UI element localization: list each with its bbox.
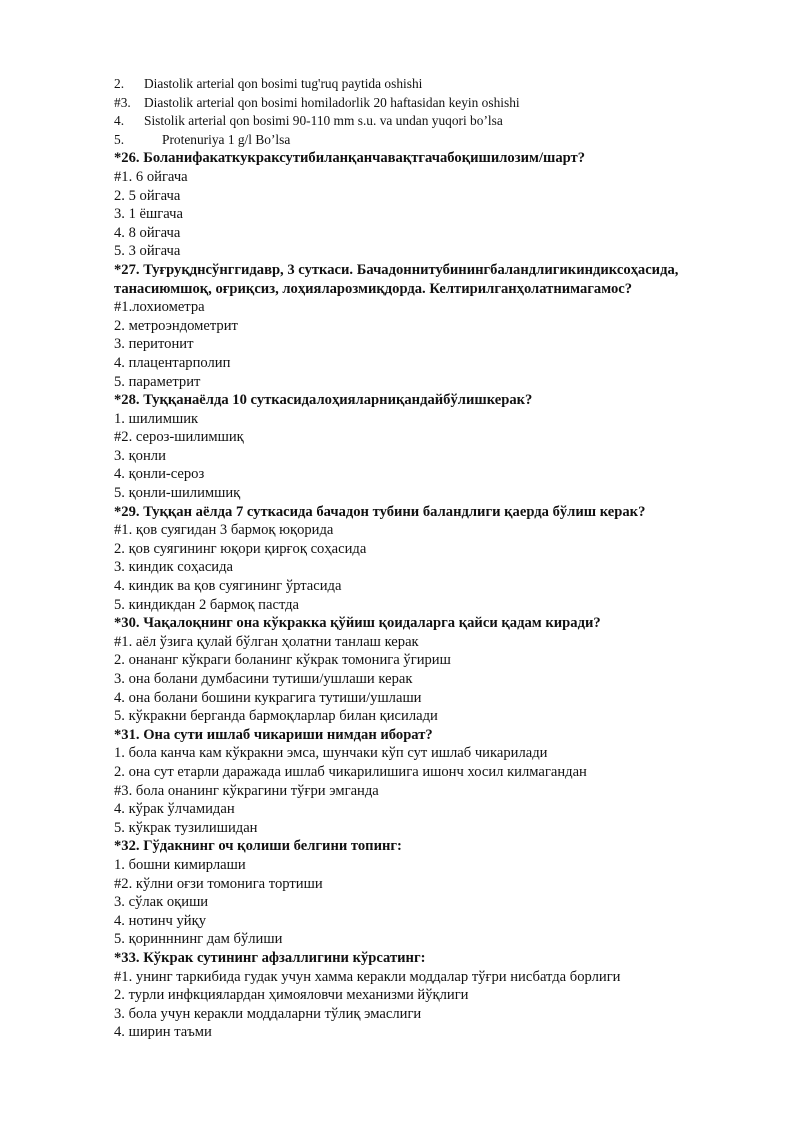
answer-option: 3. 1 ёшгача	[114, 206, 183, 223]
answer-option: 5. қонли-шилимшиқ	[114, 485, 241, 502]
answer-option: 5. қоринннинг дам бўлиши	[114, 931, 283, 948]
answer-option: 4. она болани бошини кукрагига тутиши/ушлаши	[114, 689, 422, 706]
answer-option: 5. киндикдан 2 бармоқ пастда	[114, 596, 300, 613]
answer-option: 3. перитонит	[114, 336, 194, 353]
answer-option: 5. кўкракни берганда бармоқларлар билан қисилади	[114, 708, 438, 725]
question-heading: *28. Туққанаёлда 10 суткасидалоҳияларниқандайбўлишкерак?	[114, 392, 533, 409]
answer-option: 2. турли инфкциялардан ҳимояловчи механизми йўқлиги	[114, 987, 469, 1004]
question-list	[114, 75, 774, 1042]
answer-option: 4. кўрак ўлчамидан	[114, 801, 235, 818]
answer-option: #1. унинг таркибида гудак учун хамма керакли моддалар тўғри нисбатда борлиги	[114, 968, 621, 985]
answer-option: #3. бола онанинг кўкрагини тўғри эмганда	[114, 782, 379, 799]
answer-option: 4. ширин таъми	[114, 1024, 212, 1041]
answer-option: 1. шилимшик	[114, 410, 199, 427]
answer-option: 3. сўлак оқиши	[114, 894, 209, 911]
option-text: Sistolik arterial qon bosimi 90-110 mm s.u. va undan yuqori bo’lsa	[144, 113, 503, 129]
question-heading: *29. Туққан аёлда 7 суткасида бачадон тубини баландлиги қаерда бўлиш керак?	[114, 503, 646, 520]
option-number: 5.	[114, 131, 125, 147]
option-number: 4.	[114, 113, 125, 129]
answer-option: 4. киндик ва қов суягининг ўртасида	[114, 578, 342, 595]
answer-option: 2. метроэндометрит	[114, 317, 238, 334]
option-number: #3.	[114, 94, 131, 110]
answer-option: 2. 5 ойгача	[114, 187, 181, 204]
answer-option: #1. 6 ойгача	[114, 168, 188, 185]
answer-option	[114, 131, 774, 150]
answer-option: 1. бола канча кам кўкракни эмса, шунчаки кўп сут ишлаб чикарилади	[114, 745, 548, 762]
answer-option	[114, 112, 774, 131]
answer-option	[114, 75, 774, 94]
answer-option: #2. сероз-шилимшиқ	[114, 429, 244, 446]
option-number: 2.	[114, 76, 125, 91]
answer-option: 5. кўкрак тузилишидан	[114, 819, 258, 836]
option-text: Diastolik arterial qon bosimi tug'ruq paytida oshishi	[144, 76, 423, 91]
answer-option: 4. нотинч уйқу	[114, 912, 206, 929]
answer-option: #1.лохиометра	[114, 299, 205, 316]
option-text: Diastolik arterial qon bosimi homiladorlik 20 haftasidan keyin oshishi	[144, 94, 520, 110]
question-heading: танасиюмшоқ, оғриқсиз, лоҳияларозмиқдорда. Келтирилганҳолатнимагамос?	[114, 280, 633, 297]
option-text: Protenuriya 1 g/l Bo’lsa	[162, 131, 291, 147]
answer-option: 5. параметрит	[114, 373, 201, 390]
answer-option: 3. қонли	[114, 447, 166, 464]
question-heading: *26. Боланифакаткукраксутибиланқанчавақтгачабоқишилозим/шарт?	[114, 150, 586, 167]
answer-option: 2. қов суягининг юқори қирғоқ соҳасида	[114, 540, 367, 557]
question-heading: *27. Туғруқдн​сўнггидавр, 3 суткаси. Бачадоннитубинингбаландлигикиндиксоҳасида,	[114, 261, 679, 278]
answer-option: 1. бошни кимирлаши	[114, 856, 246, 873]
question-heading: *33. Кўкрак сутининг афзаллигини кўрсатинг:	[114, 949, 426, 966]
answer-option: #2. кўлни оғзи томонига тортиши	[114, 875, 323, 892]
answer-option: #1. аёл ўзига қулай бўлган ҳолатни танлаш керак	[114, 633, 419, 650]
question-heading: *31. Она сути ишлаб чикариши нимдан иборат?	[114, 726, 433, 743]
answer-option: 3. она болани думбасини тутиши/ушлаши керак	[114, 671, 413, 687]
answer-option: 5. 3 ойгача	[114, 243, 181, 260]
answer-option: 3. бола учун керакли моддаларни тўлиқ эмаслиги	[114, 1005, 422, 1022]
answer-option: 2. она сут етарли даражада ишлаб чикарилишига ишонч хосил килмагандан	[114, 763, 587, 780]
answer-option: 4. 8 ойгача	[114, 224, 181, 241]
answer-option: 4. плацентарполип	[114, 354, 231, 371]
question-heading: *30. Чақалоқнинг она кўкракка қўйиш қоидаларга қайси қадам киради?	[114, 615, 601, 632]
question-heading: *32. Гўдакнинг оч қолиши белгини топинг:	[114, 838, 402, 855]
answer-option: 2. онананг кўкраги боланинг кўкрак томонига ўгириш	[114, 652, 451, 669]
answer-option	[114, 94, 774, 113]
answer-option: #1. қов суягидан 3 бармоқ юқорида	[114, 522, 334, 539]
answer-option: 3. киндик соҳасида	[114, 559, 234, 576]
answer-option: 4. қонли-сероз	[114, 466, 205, 483]
